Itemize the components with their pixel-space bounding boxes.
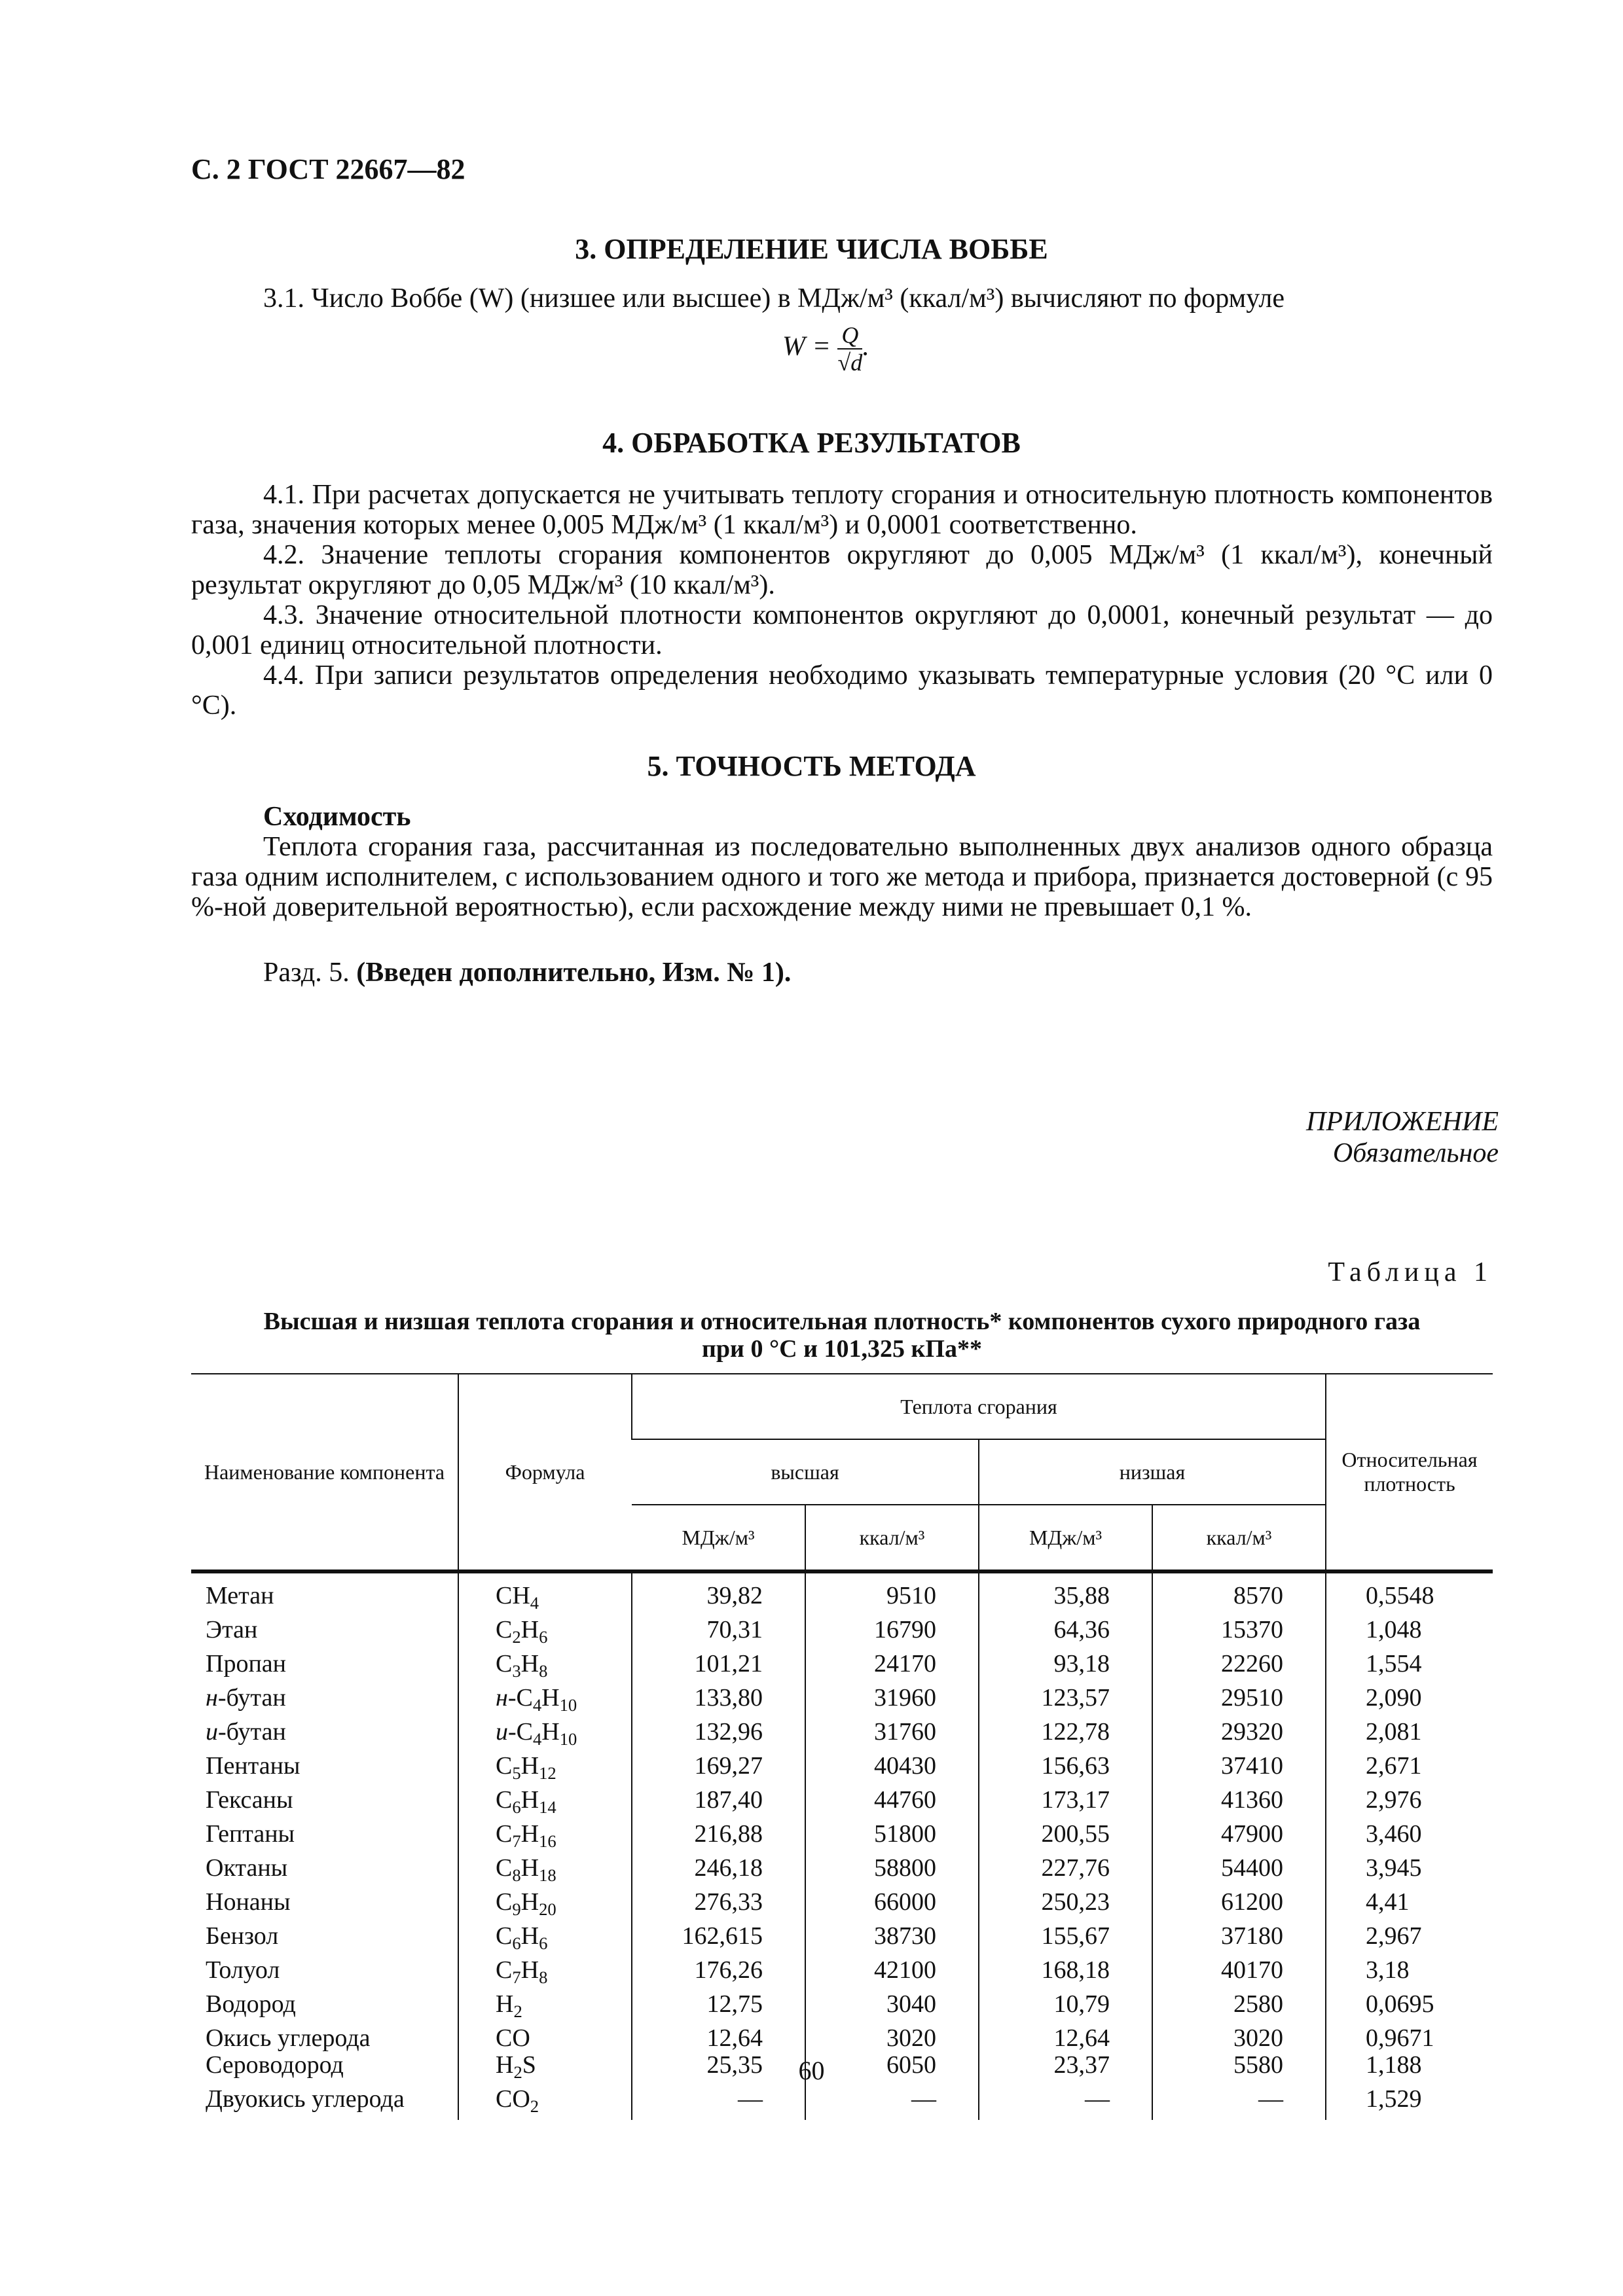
page-header: С. 2 ГОСТ 22667—82 [191,153,465,185]
cell-lower-mj: 250,23 [979,1889,1152,1923]
cell-higher-kcal: 66000 [805,1889,979,1923]
cell-formula: $C_7H_8$ [458,1957,632,1991]
table-row [191,1651,1493,1685]
section-5-paragraph-1: Теплота сгорания газа, рассчитанная из последовательно выполненных двух анализов одного образца газа одним исполнителем, с использованием одного и того же метода и прибора, признается достоверной (с 95 %-ной доверительной вероятностью), если расхождение между ними не превышает 0,1 %. [191,832,1493,922]
cell-formula: $н-C_4H_{10}$ [458,1685,632,1719]
cell-relative-density: 0,9671 [1326,2025,1493,2052]
cell-relative-density: 2,090 [1326,1685,1493,1719]
cell-lower-kcal: 41360 [1152,1787,1326,1821]
cell-relative-density: 3,460 [1326,1821,1493,1855]
cell-lower-mj: 35,88 [979,1571,1152,1617]
cell-lower-kcal: 40170 [1152,1957,1326,1991]
cell-relative-density: 1,188 [1326,2052,1493,2086]
cell-relative-density: 2,671 [1326,1753,1493,1787]
cell-relative-density: 1,048 [1326,1617,1493,1651]
cell-lower-kcal: 61200 [1152,1889,1326,1923]
table-caption: Таблица 1 [1328,1257,1493,1287]
heat-of-combustion-table [191,1373,1493,2120]
cell-component-name: Метан [206,1582,274,1609]
cell-lower-kcal: 8570 [1152,1571,1326,1617]
cell-relative-density: 2,967 [1326,1923,1493,1957]
table-body [191,1571,1493,2120]
table-row [191,1753,1493,1787]
appendix-label: ПРИЛОЖЕНИЕ [1306,1107,1499,1137]
cell-component-name: Водород [206,1990,296,2018]
cell-higher-mj: 70,31 [632,1617,805,1651]
cell-component-name: Бензол [206,1922,279,1950]
cell-higher-mj: 169,27 [632,1753,805,1787]
cell-formula: CO [458,2025,632,2052]
cell-higher-mj: — [632,2086,805,2120]
cell-component-name: Этан [206,1615,258,1643]
section-3-title: 3. ОПРЕДЕЛЕНИЕ ЧИСЛА ВОББЕ [575,233,1048,265]
cell-lower-kcal: 2580 [1152,1991,1326,2025]
cell-lower-mj: 200,55 [979,1821,1152,1855]
appendix-sublabel: Обязательное [1332,1138,1499,1168]
cell-relative-density: 1,554 [1326,1651,1493,1685]
cell-lower-mj: 173,17 [979,1787,1152,1821]
table-title-line-1: Высшая и низшая теплота сгорания и относительная плотность* компонентов сухого природного газа [263,1308,1421,1335]
cell-lower-mj: 155,67 [979,1923,1152,1957]
cell-lower-mj: 123,57 [979,1685,1152,1719]
cell-relative-density: 1,529 [1326,2086,1493,2120]
table-row [191,1821,1493,1855]
cell-higher-kcal: 40430 [805,1753,979,1787]
cell-lower-kcal: — [1152,2086,1326,2120]
cell-higher-kcal: — [805,2086,979,2120]
cell-relative-density: 0,0695 [1326,1991,1493,2025]
table-row [191,1855,1493,1889]
cell-higher-kcal: 3020 [805,2025,979,2052]
cell-lower-kcal: 29510 [1152,1685,1326,1719]
section-4-paragraph-3: 4.3. Значение относительной плотности компонентов округляют до 0,0001, конечный результат — до 0,001 единиц относительной плотности. [191,600,1493,660]
header-higher: высшая [632,1439,979,1505]
header-higher-mj: МДж/м³ [632,1505,805,1571]
header-higher-kcal: ккал/м³ [805,1505,979,1571]
cell-higher-mj: 132,96 [632,1719,805,1753]
cell-formula: $H_2$ [458,1991,632,2025]
cell-formula: $C_5H_{12}$ [458,1753,632,1787]
cell-component-name: Октаны [206,1854,288,1882]
cell-higher-kcal: 31960 [805,1685,979,1719]
cell-relative-density: 3,945 [1326,1855,1493,1889]
cell-formula: $C_2H_6$ [458,1617,632,1651]
cell-higher-mj: 246,18 [632,1855,805,1889]
cell-higher-mj: 276,33 [632,1889,805,1923]
cell-component-name: Пентаны [206,1751,301,1780]
cell-higher-mj: 133,80 [632,1685,805,1719]
cell-lower-mj: 23,37 [979,2052,1152,2086]
cell-component-name: н-бутан [206,1683,286,1712]
cell-formula: $C_6H_{14}$ [458,1787,632,1821]
table-row [191,2025,1493,2052]
cell-formula: $H_2S$ [458,2052,632,2086]
cell-higher-kcal: 58800 [805,1855,979,1889]
cell-lower-mj: 122,78 [979,1719,1152,1753]
table-row [191,2086,1493,2120]
header-heat-of-combustion: Теплота сгорания [632,1374,1326,1439]
table-row [191,1991,1493,2025]
cell-lower-mj: 227,76 [979,1855,1152,1889]
cell-lower-mj: 64,36 [979,1617,1152,1651]
cell-higher-kcal: 42100 [805,1957,979,1991]
header-relative-density: Относительная плотность [1326,1374,1493,1571]
cell-higher-kcal: 31760 [805,1719,979,1753]
table-row [191,1957,1493,1991]
cell-lower-kcal: 37410 [1152,1753,1326,1787]
cell-higher-kcal: 6050 [805,2052,979,2086]
section-5-subtitle: Сходимость [263,802,411,832]
wobbe-formula [782,322,869,376]
cell-component-name: Гексаны [206,1785,293,1814]
cell-higher-mj: 12,75 [632,1991,805,2025]
table-row [191,1787,1493,1821]
cell-relative-density: 2,081 [1326,1719,1493,1753]
section-5-note [191,958,1565,988]
cell-higher-mj: 12,64 [632,2025,805,2052]
cell-component-name: Пропан [206,1649,286,1677]
table-row [191,1719,1493,1753]
cell-higher-mj: 187,40 [632,1787,805,1821]
cell-formula: $CH_4$ [458,1571,632,1617]
cell-component-name: Толуол [206,1956,280,1984]
cell-component-name: Гептаны [206,1820,295,1848]
cell-lower-kcal: 54400 [1152,1855,1326,1889]
section-4-paragraph-2: 4.2. Значение теплоты сгорания компонентов округляют до 0,005 МДж/м³ (1 ккал/м³), конечный результат округляют до 0,05 МДж/м³ (10 ккал/м³). [191,540,1493,600]
header-formula: Формула [458,1374,632,1571]
table-row [191,1889,1493,1923]
header-lower: низшая [979,1439,1326,1505]
cell-component-name: Нонаны [206,1888,291,1916]
cell-component-name: Двуокись углерода [206,2085,405,2113]
cell-formula: $CO_2$ [458,2086,632,2120]
section-5-note-bold: (Введен дополнительно, Изм. № 1). [356,958,792,988]
section-4-paragraph-4: 4.4. При записи результатов определения необходимо указывать температурные условия (20 °С или 0 °С). [191,660,1493,721]
cell-higher-kcal: 3040 [805,1991,979,2025]
cell-formula: $C_6H_6$ [458,1923,632,1957]
cell-lower-mj: 93,18 [979,1651,1152,1685]
cell-lower-kcal: 37180 [1152,1923,1326,1957]
cell-lower-kcal: 3020 [1152,2025,1326,2052]
formula-end: . [862,331,869,362]
formula-numerator: Q [837,322,862,350]
cell-lower-kcal: 47900 [1152,1821,1326,1855]
section-5-note-prefix: Разд. 5. [263,958,350,988]
cell-higher-kcal: 16790 [805,1617,979,1651]
cell-lower-kcal: 29320 [1152,1719,1326,1753]
cell-higher-mj: 176,26 [632,1957,805,1991]
cell-formula: $C_3H_8$ [458,1651,632,1685]
cell-relative-density: 3,18 [1326,1957,1493,1991]
cell-lower-mj: 10,79 [979,1991,1152,2025]
section-3-paragraph-1: 3.1. Число Воббе (W) (низшее или высшее) в МДж/м³ (ккал/м³) вычисляют по формуле [263,283,1285,314]
table-row [191,1617,1493,1651]
table-row [191,1685,1493,1719]
cell-component-name: Сероводород [206,2051,344,2079]
cell-higher-kcal: 51800 [805,1821,979,1855]
cell-relative-density: 2,976 [1326,1787,1493,1821]
cell-component-name: Окись углерода [206,2024,371,2052]
cell-higher-mj: 101,21 [632,1651,805,1685]
formula-fraction [837,322,862,376]
cell-higher-kcal: 9510 [805,1571,979,1617]
table-row [191,1571,1493,1617]
cell-formula: $C_8H_{18}$ [458,1855,632,1889]
table-row [191,1923,1493,1957]
section-5-title: 5. ТОЧНОСТЬ МЕТОДА [647,750,976,782]
table-title-line-2: при 0 °С и 101,325 кПа** [702,1335,982,1363]
header-component-name: Наименование компонента [204,1460,445,1484]
formula-lhs: W = [782,331,831,362]
cell-formula: $и-C_4H_{10}$ [458,1719,632,1753]
cell-lower-mj: 168,18 [979,1957,1152,1991]
section-4-paragraph-1: 4.1. При расчетах допускается не учитывать теплоту сгорания и относительную плотность компонентов газа, значения которых менее 0,005 МДж/м³ (1 ккал/м³) и 0,0001 соответственно. [191,480,1493,540]
cell-lower-mj: 156,63 [979,1753,1152,1787]
section-4-title: 4. ОБРАБОТКА РЕЗУЛЬТАТОВ [602,427,1021,459]
cell-lower-kcal: 15370 [1152,1617,1326,1651]
header-lower-kcal: ккал/м³ [1152,1505,1326,1571]
cell-component-name: и-бутан [206,1717,286,1746]
cell-higher-mj: 39,82 [632,1571,805,1617]
cell-higher-kcal: 38730 [805,1923,979,1957]
table-title [191,1308,1493,1363]
cell-lower-mj: — [979,2086,1152,2120]
page-number: 60 [798,2056,825,2085]
cell-lower-kcal: 5580 [1152,2052,1326,2086]
cell-higher-mj: 162,615 [632,1923,805,1957]
formula-denominator: √d [837,350,863,376]
cell-higher-mj: 216,88 [632,1821,805,1855]
cell-relative-density: 4,41 [1326,1889,1493,1923]
cell-relative-density: 0,5548 [1326,1571,1493,1617]
cell-higher-kcal: 24170 [805,1651,979,1685]
cell-lower-kcal: 22260 [1152,1651,1326,1685]
cell-formula: $C_9H_{20}$ [458,1889,632,1923]
cell-lower-mj: 12,64 [979,2025,1152,2052]
cell-higher-mj: 25,35 [632,2052,805,2086]
header-lower-mj: МДж/м³ [979,1505,1152,1571]
cell-formula: $C_7H_{16}$ [458,1821,632,1855]
cell-higher-kcal: 44760 [805,1787,979,1821]
